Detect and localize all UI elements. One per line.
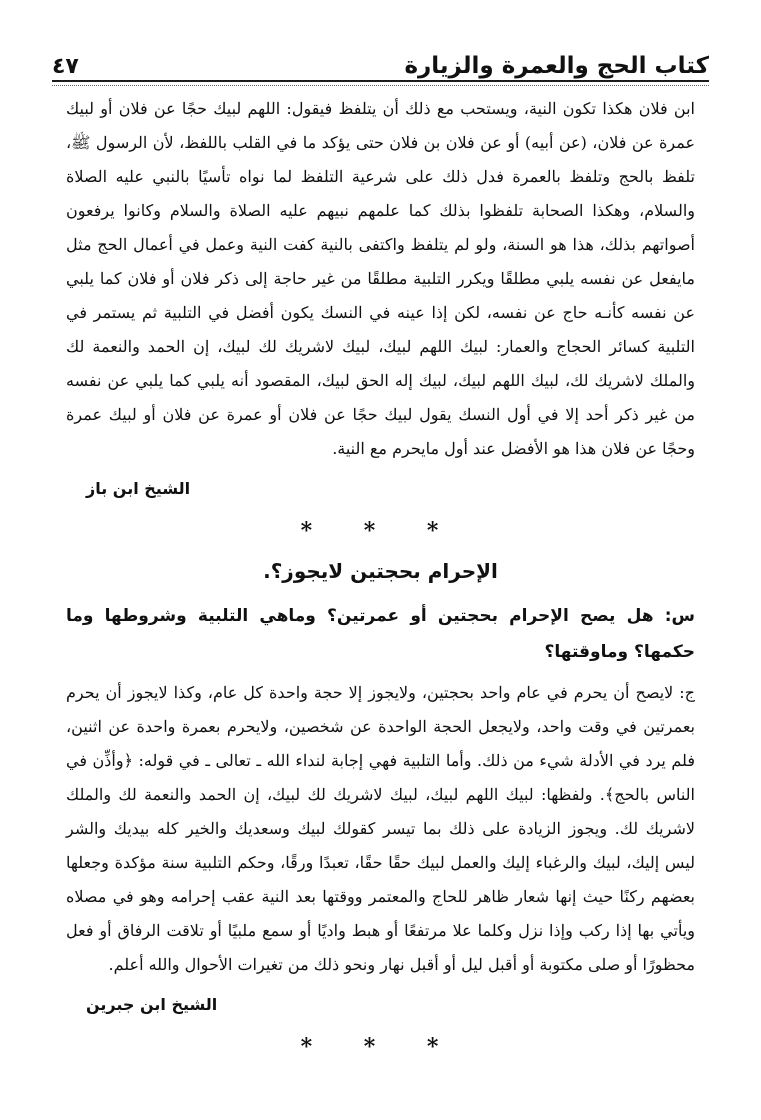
header-dotted-rule	[52, 85, 709, 87]
fatwa-signature: الشيخ ابن باز	[86, 479, 191, 498]
fatwa-body: ابن فلان هكذا تكون النية، ويستحب مع ذلك أن يتلفظ فيقول: اللهم لبيك حجًا عن فلان أو لبيك عمرة عن فلان، (عن أبيه) أو عن فلان بن فلان حتى يؤكد ما في القلب باللفظ، لأن الرسول ﷺ، تلفظ بالحج وتلفظ بالعمرة فدل ذلك على شرعية التلفظ لما نواه تأسيًا بالنبي عليه الصلاة والسلام، وهكذا الصحابة تلفظوا بذلك كما علمهم نبيهم عليه الصلاة والسلام وكانوا يرفعون أصواتهم بذلك، هذا هو السنة، ولو لم يتلفظ واكتفى بالنية كفت النية وعمل في أعمال الحج مثل مايفعل عن نفسه يلبي مطلقًا ويكرر التلبية مطلقًا من غير حاجة إلى ذكر فلان أو فلان كما يلبي عن نفسه كأنـه حاج عن نفسه، لكن إذا عينه في النسك يكون أفضل في التلبية ثم يستمر في التلبية كسائر الحجاج والعمار: لبيك اللهم لبيك، لبيك لاشريك لك لبيك، إن الحمد والنعمة لك والملك لاشريك لك، لبيك اللهم لبيك، لبيك إله الحق لبيك، المقصود أنه يلبي كما يلبي عن نفسه من غير ذكر أحد إلا في أول النسك يقول لبيك حجًا عن فلان أو عمرة عن فلان أو لبيك عمرة وحجًا عن فلان هذا هو الأفضل عند أول مايحرم مع النية.	[66, 99, 696, 458]
book-title: كتاب الحج والعمرة والزيارة	[404, 53, 709, 79]
question-text: س: هل يصح الإحرام بحجتين أو عمرتين؟ وماهي التلبية وشروطها وما حكمها؟ وماوقتها؟	[66, 606, 695, 662]
answer-text: ج: لايصح أن يحرم في عام واحد بحجتين، ولايجوز إلا حجة واحدة كل عام، وكذا لايجوز أن يحرم بعمرتين في وقت واحد، ولايجعل الحجة الواحدة عن شخصين، ولايحرم بعمرة واحدة عن اثنين، فلم يرد في الأدلة شيء من ذلك. وأما التلبية فهي إجابة لنداء الله ـ تعالى ـ في قوله: ﴿وأذِّن في الناس بالحج﴾. ولفظها: لبيك اللهم لبيك، لبيك لاشريك لك لبيك، إن الحمد والنعمة لك والملك لاشريك لك. ويجوز الزيادة على ذلك بما تيسر كقولك لبيك وسعديك والخير كله بيديك والشر ليس إليك، لبيك والرغباء إليك والعمل لبيك حقًا حقًا، تعبدًا ورقًا، وحكم التلبية سنة مؤكدة وجعلها بعضهم ركنًا حيث إنها شعار ظاهر للحاج والمعتمر ووقتها بعد النية عقب إحرامه وهو في مصلاه ويأتي بها إذا ركب وإذا نزل وكلما علا مرتفعًا أو هبط واديًا أو سمع ملبيًا أو تلاقت الرفاق أو فعل محظورًا أو صلى مكتوبة أو أقبل ليل أو أقبل نهار ونحو ذلك من تغيرات الأحوال والله أعلم.	[66, 683, 696, 974]
closing-separator: * * *	[300, 1034, 461, 1060]
page-number: ٤٧	[52, 54, 79, 79]
answer-signature: الشيخ ابن جبرين	[86, 995, 218, 1014]
running-header	[52, 38, 709, 78]
header-rule	[52, 80, 709, 82]
section-heading: الإحرام بحجتين لايجوز؟.	[263, 559, 498, 583]
section-separator: * * *	[300, 518, 461, 544]
page-content	[66, 92, 695, 1070]
